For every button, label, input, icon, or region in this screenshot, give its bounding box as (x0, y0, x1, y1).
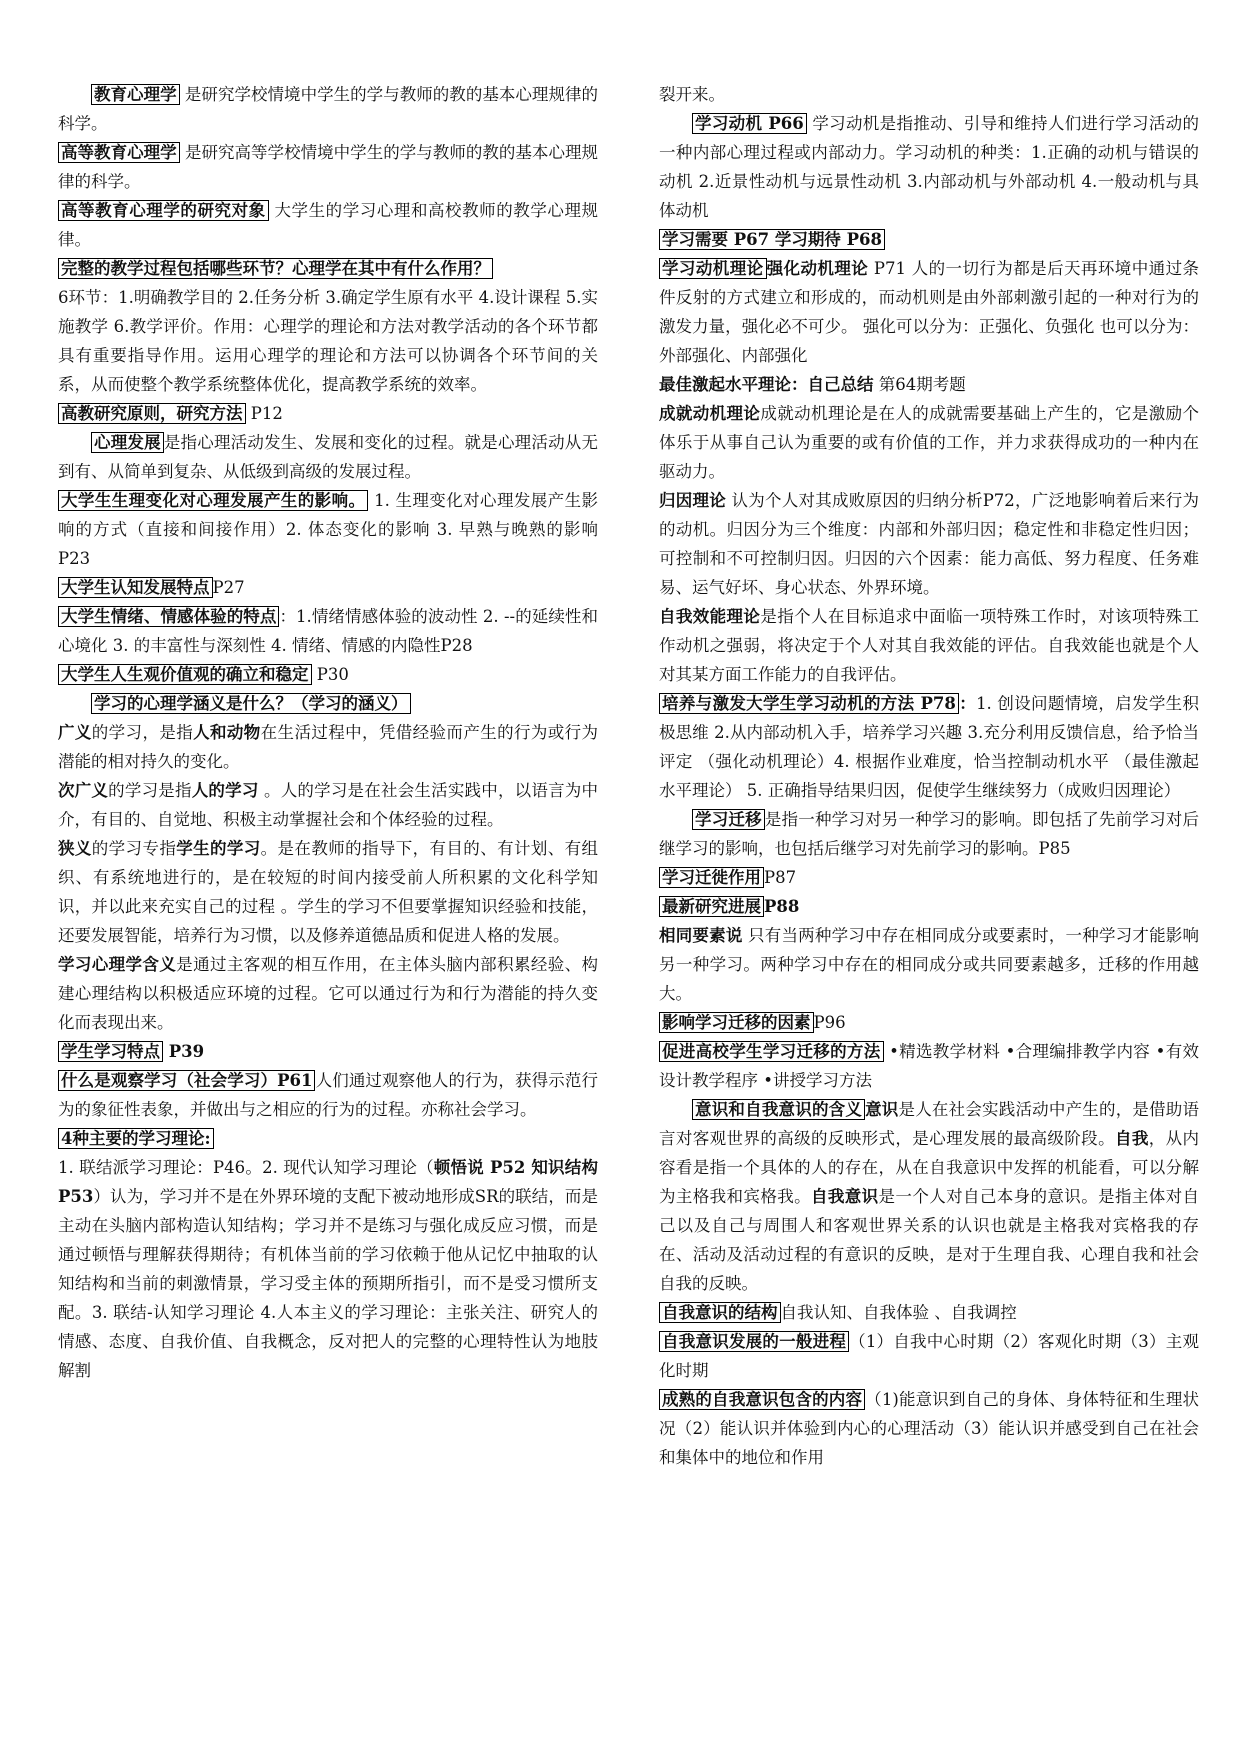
paragraph-text: 自我认知、自我体验 、自我调控 (780, 1303, 1017, 1322)
heading-box: 影响学习迁移的因素 (659, 1012, 814, 1033)
paragraph-text: 认为个人对其成败原因的归纳分析P72，广泛地影响着后来行为的动机。归因分为三个维度：内部和外部归因；稳定性和非稳定性归因；可控制和不可控制归因。归因的六个因素：能力高低、努力程度、任务难易、运气好坏、身心状态、外界环境。 (659, 491, 1200, 597)
paragraph-text: 是研究学校情境中学生的学与教师的教的基本心理规律的科学。 (58, 85, 598, 133)
paragraph-text: ，从内容看是指一个具体的人的存在，从在自我意识中发挥的机能看，可以分解为主格我和宾格我。 (659, 1129, 1200, 1206)
paragraph (58, 718, 598, 776)
page-ref: P27 (212, 578, 245, 597)
paragraph-text: •精选教学材料 •合理编排教学内容 •有效设计教学程序 •讲授学习方法 (659, 1042, 1200, 1090)
paragraph (58, 660, 598, 689)
bold-term: 自我意识 (810, 1187, 879, 1206)
paragraph (659, 80, 1199, 109)
paragraph (659, 602, 1199, 689)
bold-term: 次广义 (58, 781, 109, 800)
paragraph-text: 1. 生理变化对心理发展产生影响的方式（直接和间接作用）2. 体态变化的影响 3. 早熟与晚熟的影响P23 (58, 491, 599, 568)
paragraph (58, 138, 598, 196)
paragraph-text: 是指心理活动发生、发展和变化的过程。就是心理活动从无到有、从简单到复杂、从低级到高级的发展过程。 (58, 433, 599, 481)
paragraph (659, 1327, 1199, 1385)
heading-box: 学习动机理论 (659, 258, 767, 279)
bold-term: 学生的学习 (176, 839, 261, 858)
paragraph-text: ：1.情绪情感体验的波动性 2. --的延续性和心境化 3. 的丰富性与深刻性 4. 情绪、情感的内隐性P28 (58, 607, 598, 655)
heading-box: 完整的教学过程包括哪些环节？心理学在其中有什么作用？ (58, 258, 493, 279)
bold-term: 相同要素说 (659, 926, 743, 945)
paragraph-text: 在生活过程中，凭借经验而产生的行为或行为潜能的相对持久的变化。 (58, 723, 599, 771)
paragraph-text: 的学习是指 (108, 781, 192, 800)
page-ref: P87 (764, 868, 797, 887)
bold-term: 意识 (865, 1100, 899, 1119)
paragraph-text: 1. 创设问题情境，启发学生积极思维 2.从内部动机入手，培养学习兴趣 3.充分利用反馈信息，给予恰当评定 （强化动机理论）4. 根据作业难度，恰当控制动机水平 （最佳激起水平理论） 5. 正确指导结果归因，促使学生继续努力（成败归因理论） (659, 694, 1200, 800)
paragraph (58, 776, 598, 834)
paragraph-text: 第64期考题 (873, 375, 966, 394)
paragraph-text: 是一个人对自己本身的意识。是指主体对自己以及自己与周围人和客观世界关系的认识也就是主格我对宾格我的存在、活动及活动过程的有意识的反映，是对于生理自我、心理自我和社会自我的反映。 (659, 1187, 1200, 1293)
paragraph (58, 399, 598, 428)
paragraph (659, 1037, 1199, 1095)
heading-box: 高教研究原则，研究方法 (58, 403, 246, 424)
bold-term: 最佳激起水平理论：自己总结 (659, 375, 874, 394)
heading-box: 促进高校学生学习迁移的方法 (659, 1041, 884, 1062)
paragraph-text: 的学习专指 (91, 839, 177, 858)
paragraph (58, 196, 598, 254)
paragraph (659, 399, 1199, 486)
paragraph (659, 109, 1199, 225)
paragraph (659, 1008, 1199, 1037)
bold-term: 学习心理学含义 (58, 955, 177, 974)
paragraph (659, 805, 1199, 863)
paragraph (659, 1385, 1199, 1472)
page-ref: P96 (813, 1013, 846, 1032)
paragraph (58, 283, 598, 399)
paragraph-text: 人们通过观察他人的行为，获得示范行为的象征性表象，并做出与之相应的行为的过程。亦称社会学习。 (58, 1071, 599, 1119)
paragraph (58, 254, 598, 283)
term-box: 高等教育心理学的研究对象 (58, 200, 269, 221)
heading-box: 学习的心理学涵义是什么？（学习的涵义） (91, 693, 411, 714)
paragraph-text: 成就动机理论是在人的成就需要基础上产生的，它是激励个体乐于从事自己认为重要的或有价值的工作，并力求获得成功的一种内在驱动力。 (659, 404, 1200, 481)
heading-box: 学习需要 P67 学习期待 P68 (659, 229, 885, 250)
heading-box: 大学生认知发展特点 (58, 577, 213, 598)
paragraph-text: 是指一种学习对另一种学习的影响。即包括了先前学习对后继学习的影响，也包括后继学习对先前学习的影响。P85 (659, 810, 1200, 858)
page-ref: P88 (764, 897, 800, 916)
paragraph (659, 225, 1199, 254)
paragraph-text: 6环节：1.明确教学目的 2.任务分析 3.确定学生原有水平 4.设计课程 5.实施教学 6.教学评价。作用：心理学的理论和方法对教学活动的各个环节都具有重要指导作用。运用心理学的理论和方法可以协调各个环节间的关系，从而使整个教学系统整体优化，提高教学系统的效率。 (58, 288, 598, 394)
paragraph (58, 689, 598, 718)
paragraph-text: 是人在社会实践活动中产生的，是借助语言对客观世界的高级的反映形式，是心理发展的最高级阶段。 (659, 1100, 1200, 1148)
paragraph (58, 1153, 598, 1385)
paragraph (659, 892, 1199, 921)
paragraph (659, 1095, 1199, 1298)
paragraph (58, 573, 598, 602)
term-box: 心理发展 (91, 432, 164, 453)
heading-box: 学生学习特点 (58, 1041, 163, 1062)
heading-box: 学习迁徙作用 (659, 867, 764, 888)
heading-box: 大学生情绪、情感体验的特点 (58, 606, 279, 627)
paragraph (58, 428, 598, 486)
term-box: 学习动机 P66 (692, 113, 807, 134)
paragraph-text: P71 人的一切行为都是后天再环境中通过条件反射的方式建立和形成的，而动机则是由外部刺激引起的一种对行为的激发力量，强化必不可少。 强化可以分为：正强化、负强化 也可以分为：外部强化、内部强化 (659, 259, 1200, 365)
heading-box: 成熟的自我意识包含的内容 (659, 1389, 865, 1410)
paragraph-text: ）认为，学习并不是在外界环境的支配下被动地形成SR的联结，而是主动在头脑内部构造认知结构；学习并不是练习与强化成反应习惯，而是通过顿悟与理解获得期待；有机体当前的学习依赖于他从记忆中抽取的认知结构和当前的刺激情景，学习受主体的预期所指引，而不是受习惯所支配。3. 联结-认知学习理论 4.人本主义的学习理论：主张关注、研究人的情感、态度、自我价值、自我概念，反对把人的完整的心理特性认为地肢解割 (58, 1187, 598, 1380)
heading-box: 大学生生理变化对心理发展产生的影响。 (58, 490, 368, 511)
paragraph (58, 834, 598, 950)
bold-term: 成就动机理论 (659, 404, 761, 423)
bold-term: 广义 (58, 723, 92, 742)
heading-box: 自我意识发展的一般进程 (659, 1331, 849, 1352)
paragraph-text: 。人的学习是在社会生活实践中，以语言为中介，有目的、自觉地、积极主动掌握社会和个体经验的过程。 (58, 781, 599, 829)
heading-box: 4种主要的学习理论: (58, 1128, 214, 1149)
paragraph (58, 602, 598, 660)
paragraph-text: （1)能意识到自己的身体、身体特征和生理状况（2）能认识并体验到内心的心理活动（3）能认识并感受到自己在社会和集体中的地位和作用 (659, 1390, 1200, 1467)
bold-term: 自我效能理论 (659, 607, 761, 626)
paragraph-text: 的学习，是指 (91, 723, 194, 742)
page-ref: P30 (311, 665, 349, 684)
heading-box: 大学生人生观价值观的确立和稳定 (58, 664, 312, 685)
paragraph (58, 950, 598, 1037)
paragraph (659, 370, 1199, 399)
paragraph (659, 486, 1199, 602)
paragraph (58, 1066, 598, 1124)
bold-term: 人和动物 (193, 723, 261, 742)
heading-box: 什么是观察学习（社会学习）P61 (58, 1070, 315, 1091)
paragraph-text: （1）自我中心时期（2）客观化时期（3）主观化时期 (659, 1332, 1199, 1380)
bold-term: 人的学习 (191, 781, 259, 800)
bold-term: 归因理论 (659, 491, 726, 510)
paragraph-text: 是研究高等学校情境中学生的学与教师的教的基本心理规律的科学。 (58, 143, 599, 191)
paragraph-text: 是通过主客观的相互作用，在主体头脑内部积累经验、构建心理结构以积极适应环境的过程。它可以通过行为和行为潜能的持久变化而表现出来。 (58, 955, 599, 1032)
paragraph (659, 689, 1199, 805)
heading-box: 自我意识的结构 (659, 1302, 781, 1323)
paragraph (58, 80, 598, 138)
paragraph-text: 1. 联结派学习理论：P46。2. 现代认知学习理论（ (58, 1158, 434, 1177)
paragraph (58, 1124, 598, 1153)
heading-box: 意识和自我意识的含义 (692, 1099, 865, 1120)
bold-term: 顿悟说 P52 知识结构 P53 (58, 1158, 598, 1206)
bold-term: ： (958, 694, 977, 713)
paragraph-text: 大学生的学习心理和高校教师的教学心理规律。 (58, 201, 599, 249)
left-column (58, 80, 598, 1385)
paragraph (659, 921, 1199, 1008)
paragraph-text: 只有当两种学习中存在相同成分或要素时，一种学习才能影响另一种学习。两种学习中存在的相同成分或共同要素越多，迁移的作用越大。 (659, 926, 1200, 1003)
paragraph (659, 254, 1199, 370)
bold-term: 狭义 (58, 839, 92, 858)
paragraph (58, 486, 598, 573)
right-column (659, 80, 1199, 1472)
page-ref: P12 (245, 404, 283, 423)
bold-term: 强化动机理论 (766, 259, 869, 278)
term-box: 高等教育心理学 (58, 142, 180, 163)
term-box: 教育心理学 (91, 84, 180, 105)
paragraph (659, 863, 1199, 892)
paragraph-text: 裂开来。 (659, 85, 725, 104)
paragraph (659, 1298, 1199, 1327)
paragraph (58, 1037, 598, 1066)
page-ref: P39 (163, 1042, 205, 1061)
bold-term: 自我 (1114, 1129, 1149, 1148)
heading-box: 最新研究进展 (659, 896, 764, 917)
paragraph-text: 学习动机是指推动、引导和维持人们进行学习活动的一种内部心理过程或内部动力。学习动机的种类：1.正确的动机与错误的动机 2.近景性动机与远景性动机 3.内部动机与外部动机 4.一般动机与具体动机 (659, 114, 1199, 220)
paragraph-text: 。是在教师的指导下，有目的、有计划、有组织、有系统地进行的，是在较短的时间内接受前人所积累的文化科学知识，并以此来充实自己的过程 。学生的学习不但要掌握知识经验和技能，还要发展智能，培养行为习惯，以及修养道德品质和促进人格的发展。 (58, 839, 599, 945)
heading-box: 培养与激发大学生学习动机的方法 P78 (659, 693, 959, 714)
term-box: 学习迁移 (692, 809, 765, 830)
paragraph-text: 是指个人在目标追求中面临一项特殊工作时，对该项特殊工作动机之强弱，将决定于个人对其自我效能的评估。自我效能也就是个人对其某方面工作能力的自我评估。 (659, 607, 1200, 684)
